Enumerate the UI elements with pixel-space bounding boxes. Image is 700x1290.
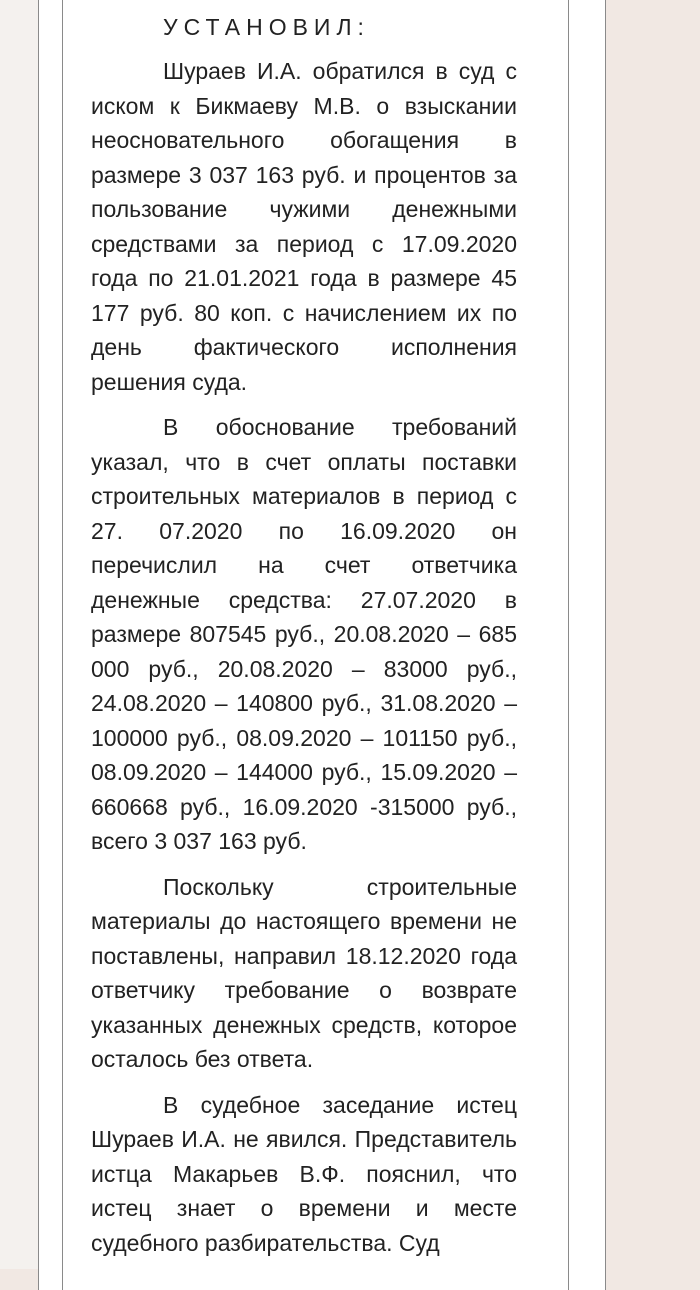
paragraph-demand: Поскольку строительные материалы до настоящего времени не поставлены, направил 18.12.2020 года ответчику требование о возврате указанных денежных средств, которое осталось без ответа. bbox=[91, 873, 517, 1072]
document-body bbox=[91, 10, 517, 1271]
paragraph-grounds: В обоснование требований указал, что в счет оплаты поставки строительных материалов в период с 27. 07.2020 по 16.09.2020 он перечислил на счет ответчика денежные средства: 27.07.2020 в размере 807545 руб., 20.08.2020 – 685 000 руб., 20.08.2020 – 83000 руб., 24.08.2020 – 140800 руб., 31.08.2020 – 100000 руб., 08.09.2020 – 101150 руб., 08.09.2020 – 144000 руб., 15.09.2020 – 660668 руб., 16.09.2020 -315000 руб., всего 3 037 163 руб. bbox=[91, 414, 517, 854]
paragraph-claim: Шураев И.А. обратился в суд с иском к Бикмаеву М.В. о взыскании неосновательного обогащения в размере 3 037 163 руб. и процентов за пользование чужими денежными средствами за период с 17.09.2020 года по 21.01.2021 года в размере 45 177 руб. 80 коп. с начислением их по день фактического исполнения решения суда. bbox=[91, 58, 517, 395]
section-heading: УСТАНОВИЛ: bbox=[163, 14, 370, 40]
left-margin bbox=[0, 0, 38, 1269]
right-side-panel bbox=[606, 0, 700, 1269]
paragraph-hearing: В судебное заседание истец Шураев И.А. не явился. Представитель истца Макарьев В.Ф. пояснил, что истец знает о времени и месте судебного разбирательства. Суд bbox=[91, 1091, 517, 1256]
